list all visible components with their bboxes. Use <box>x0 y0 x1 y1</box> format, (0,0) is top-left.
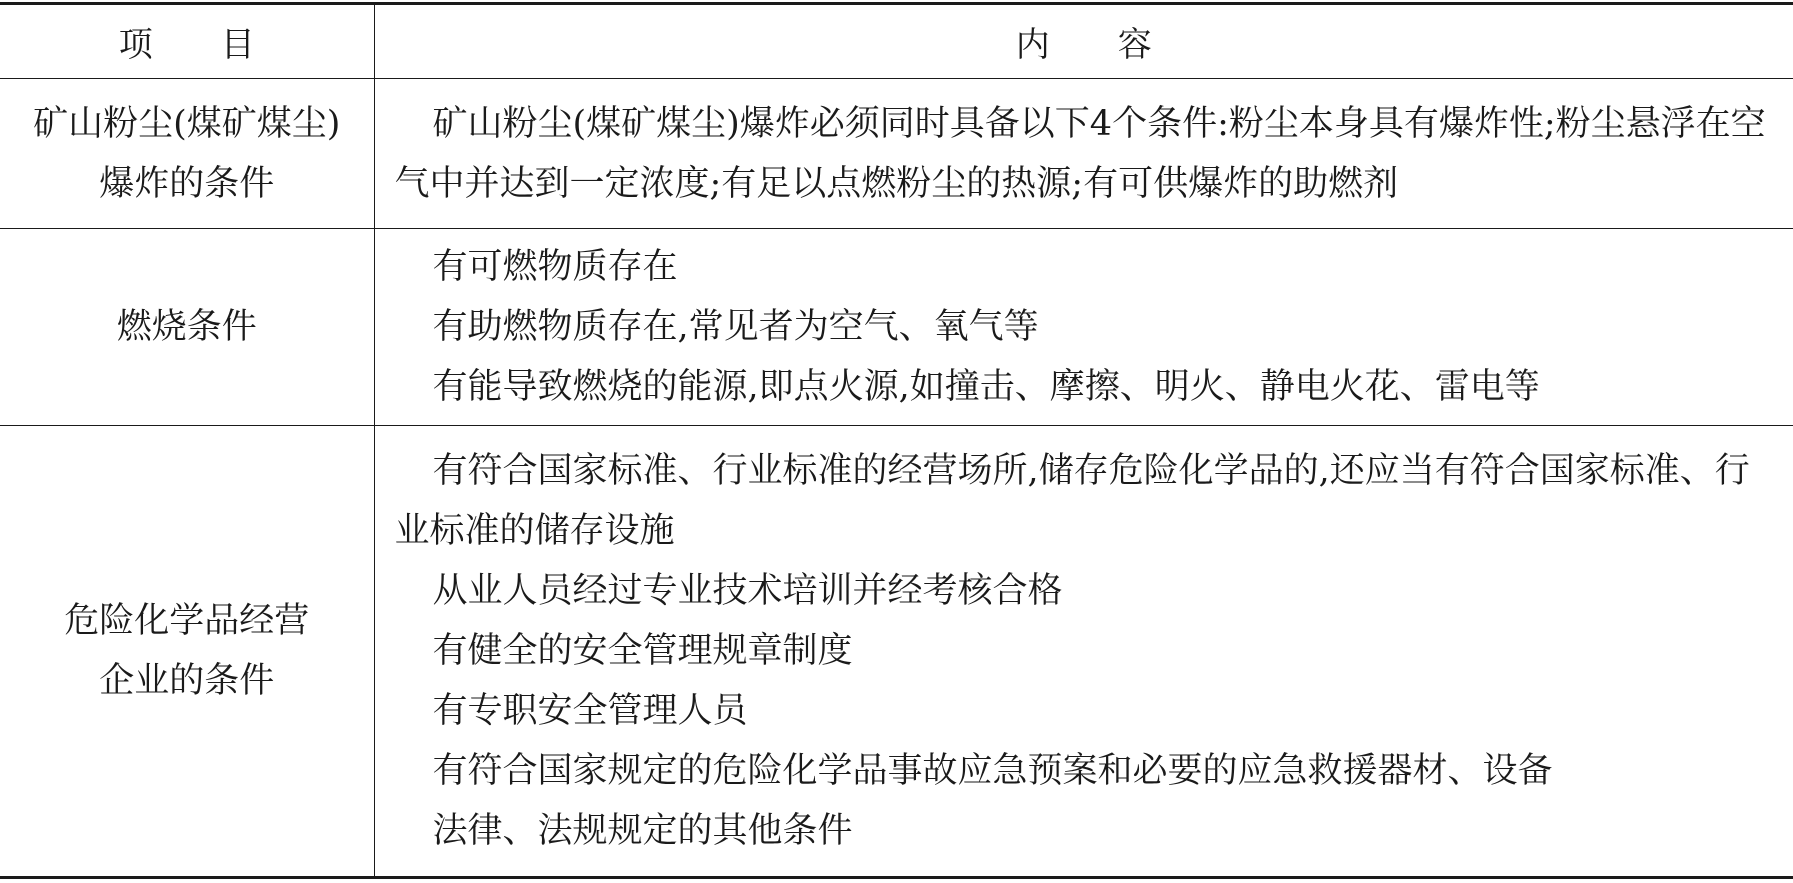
item-cell <box>0 426 374 878</box>
item-cell <box>0 229 374 426</box>
item-label-line: 危险化学品经营 <box>64 601 310 641</box>
content-paragraph: 有符合国家规定的危险化学品事故应急预案和必要的应急救援器材、设备 <box>432 751 1553 791</box>
content-paragraph: 从业人员经过专业技术培训并经考核合格 <box>432 571 1063 611</box>
content-paragraph: 有符合国家标准、行业标准的经营场所,储存危险化学品的,还应当有符合国家标准、行业标准的储存设施 <box>394 451 1750 551</box>
table-row <box>0 79 1793 229</box>
content-cell <box>374 229 1793 426</box>
item-label-line: 爆炸的条件 <box>99 163 275 204</box>
content-paragraph: 有能导致燃烧的能源,即点火源,如撞击、摩擦、明火、静电火花、雷电等 <box>432 367 1540 407</box>
content-paragraph: 矿山粉尘(煤矿煤尘)爆炸必须同时具备以下4个条件:粉尘本身具有爆炸性;粉尘悬浮在空气中并达到一定浓度;有足以点燃粉尘的热源;有可供爆炸的助燃剂 <box>394 103 1766 204</box>
item-label-line: 矿山粉尘(煤矿煤尘) <box>33 103 341 144</box>
header-item: 项 目 <box>0 4 374 79</box>
table-row <box>0 426 1793 878</box>
conditions-table <box>0 2 1793 879</box>
table-header-row <box>0 4 1793 79</box>
header-content: 内 容 <box>1015 25 1152 65</box>
item-label-line: 燃烧条件 <box>116 307 257 347</box>
content-paragraph: 有可燃物质存在 <box>432 247 678 287</box>
item-cell <box>0 79 374 229</box>
content-cell <box>374 426 1793 878</box>
table-row <box>0 229 1793 426</box>
content-paragraph: 有助燃物质存在,常见者为空气、氧气等 <box>432 307 1039 347</box>
content-paragraph: 法律、法规规定的其他条件 <box>432 811 853 851</box>
content-paragraph: 有健全的安全管理规章制度 <box>432 631 853 671</box>
item-label-line: 企业的条件 <box>99 661 275 701</box>
content-paragraph: 有专职安全管理人员 <box>432 691 748 731</box>
content-cell <box>374 79 1793 229</box>
